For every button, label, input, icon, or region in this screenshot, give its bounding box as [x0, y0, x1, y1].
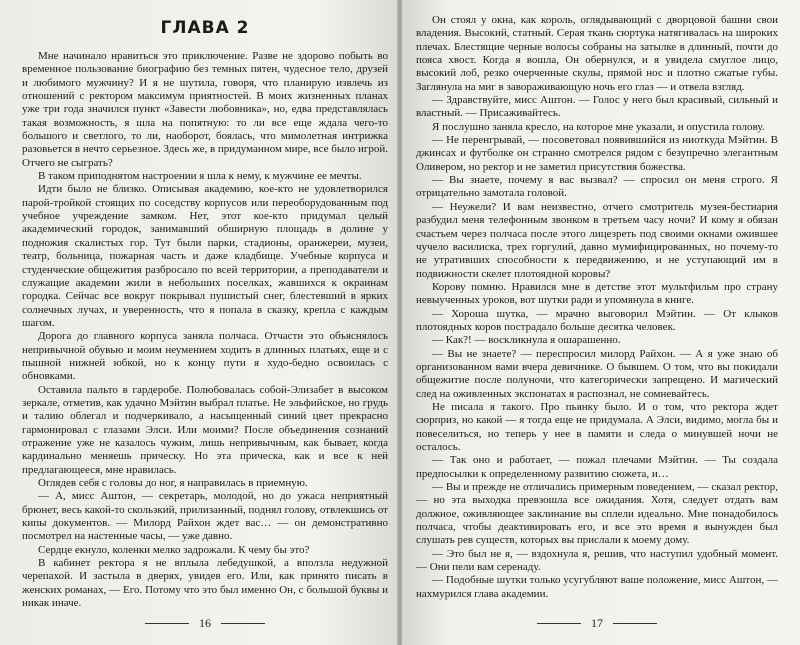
paragraph: — Это был не я, — вздохнула я, решив, что наступил удобный момент. — Они пели вам серенаду. — [416, 547, 778, 574]
paragraph: — Здравствуйте, мисс Аштон. — Голос у него был красивый, сильный и властный. — Присаживайтесь. — [416, 94, 778, 120]
page-number: 17 — [591, 616, 603, 630]
paragraph: — Подобные шутки только усугубляют ваше положение, мисс Аштон, — нахмурился глава академии. — [416, 574, 778, 600]
paragraph: — Вы и прежде не отличались примерным поведением, — сказал ректор, — но эта выходка превзошла все ожидания. Хотя, следует отдать вам должное, оживляющее заклинание вы сплели идеально. Мне понадобилось полчаса, чтобы деактивировать его, и все это время я вынужден был слушать рев существ, которых вы прислали к моему дому. — [416, 481, 778, 547]
paragraph: — А, мисс Аштон, — секретарь, молодой, но до ужаса неприятный брюнет, весь какой-то скользкий, прилизанный, поднял голову, отвлекшись от кипы документов. — Милорд Райхон ждет вас… — он демонстративно посмотрел на настенные часы, — уже давно. — [22, 490, 388, 543]
paragraph: Оставила пальто в гардеробе. Полюбовалась собой-Элизабет в высоком зеркале, отметив, как удачно Мэйтин выбрал платье. Не эльфийское, но грудь и талию облегал и подчеркивало, а насыщенный синий цвет прекрасно гармонировал с глазами Элси. Или моими? После объединения сознаний отражение уже не казалось чужим, лишь непривычным, как бывает, когда кардинально меняешь прическу. Но эта прическа, как и все к ней предлагающееся, мне нравилась. — [22, 383, 388, 476]
paragraph: В кабинет ректора я не вплыла лебедушкой, а вползла недужной черепахой. И застыла в дверях, увидев его. Или, как принято писать в женских романах, — Его. Потому что это был именно Он, с большой буквы и никак иначе. — [22, 557, 388, 610]
paragraph: — Неужели? И вам неизвестно, отчего смотритель музея-бестиария разбудил меня телефонным звонком в третьем часу ночи? И кому я обязан счастьем через полчаса после этого лицезреть под своими окнами ожившее чучело василиска, трех горгулий, давно мумифицированных, но почему-то не утративших способности к передвижению, и не уступающий им в подвижности скелет плотоядной коровы? — [416, 200, 778, 280]
page-number-footer — [12, 616, 398, 631]
paragraph: — Хороша шутка, — мрачно выговорил Мэйтин. — От клыков плотоядных коров пострадало больше десятка человек. — [416, 307, 778, 333]
paragraph: Дорога до главного корпуса заняла полчаса. Отчасти это объяснялось непривычной обувью и моим неумением ходить в длинных платьях, еще и с пышной нижней юбкой, но к концу пути я худо-бедно освоилась с обновками. — [22, 330, 388, 383]
paragraph: Сердце екнуло, коленки мелко задрожали. К чему бы это? — [38, 543, 310, 556]
paragraph: Оглядев себя с головы до ног, я направилась в приемную. — [38, 477, 308, 489]
paragraph: Мне начинало нравиться это приключение. Разве не здорово побыть во временное пользование биографию без темных пятен, чудесное тело, друзей и любимого мужчину? И я не шутила, говоря, что планирую извлечь из отношений с ректором максимум приятностей. В моих жизненных планах уже три года значился пункт «Завести любовника», но, едва представлялась такая возможность, я шла на попятную: то ли все еще ждала чего-то большого и светлого, то ли, наоборот, боялась, что мимолетная интрижка разовьется в нечто серьезное. Здесь же, в придуманном мире, все было игрой. Отчего не сыграть? — [22, 50, 388, 169]
footer-rule — [613, 623, 657, 624]
paragraph: — Так оно и работает, — пожал плечами Мэйтин. — Ты создала предпосылки к определенному развитию сюжета, и… — [416, 454, 778, 480]
paragraph: В таком приподнятом настроении я шла к нему, к мужчине ее мечты. — [38, 170, 362, 183]
footer-rule — [221, 623, 265, 624]
right-page-text — [416, 14, 778, 601]
paragraph: — Вы знаете, почему я вас вызвал? — спросил он меня строго. Я отрицательно замотала головой. — [416, 174, 778, 200]
right-page — [402, 0, 800, 645]
paragraph: — Как?! — воскликнула я ошарашенно. — [432, 334, 621, 347]
paragraph: Я послушно заняла кресло, на которое мне указали, и опустила голову. — [432, 120, 765, 133]
paragraph: — Вы не знаете? — переспросил милорд Райхон. — А я уже знаю об организованном вами вчера девичнике. О бывшем. О том, что вы покидали общежитие после полуночи, что категорически запрещено. И магический след на оживленных экспонатах я распознал, не сомневайтесь. — [416, 347, 778, 400]
paragraph: Идти было не близко. Описывая академию, кое-кто не удовлетворился парой-тройкой стоящих по соседству корпусов или переоборудованным под учебное учреждение замком. Нет, этот кое-кто придумал целый академический городок, занимавший обширную площадь в долине у подножия скалистых гор. Тут были парки, стадионы, оранжереи, музеи, театр, больница, пожарная часть и даже кладбище. Учебные корпуса и студенческие общежития разбросало по всей территории, а преподаватели и служащие академии жили в небольших поселках, жавшихся к окраинам городка. Сейчас все вокруг покрывал пушистый снег, блестевший в ярких солнечных лучах, и уверенность, что я попала в сказку, крепла с каждым шагом. — [22, 183, 388, 329]
paragraph: Не писала я такого. Про пьянку было. И о том, что ректора ждет сюрприз, но какой — я тогда еще не придумала. А Элси, видимо, могла бы и повеселиться, но теперь у нее в памяти и следа о минувшей ночи не осталось. — [416, 400, 778, 453]
paragraph: Корову помню. Нравился мне в детстве этот мультфильм про страну невыученных уроков, вот шутки ради и упомянула в книге. — [416, 280, 778, 307]
chapter-title: ГЛАВА 2 — [160, 18, 250, 38]
paragraph: — Не перенгрывай, — посоветовал появившийся из ниоткуда Мэйтин. В джинсах и футболке он странно смотрелся рядом с безупречно элегантным Оливером, но ректор и не заметил присутствия божества. — [416, 134, 778, 173]
page-number: 16 — [199, 616, 211, 630]
footer-rule — [537, 623, 581, 624]
page-number-footer — [402, 616, 792, 631]
paragraph: Он стоял у окна, как король, оглядывающий с дворцовой башни свои владения. Высокий, статный. Серая ткань сюртука натягивалась на широких плечах. Блестящие черные волосы собраны на затылке в длинный, почти до пояса хвост. Когда я вошла, Он обернулся, и я увидела смуглое лицо, высокий лоб, резко очерченные скулы, прямой нос и плотно сжатые губы. Заглянула на миг в завораживающую ночь его глаз — и отвела взгляд. — [416, 14, 778, 93]
footer-rule — [145, 623, 189, 624]
left-page-text — [22, 50, 388, 610]
left-page — [0, 0, 398, 645]
